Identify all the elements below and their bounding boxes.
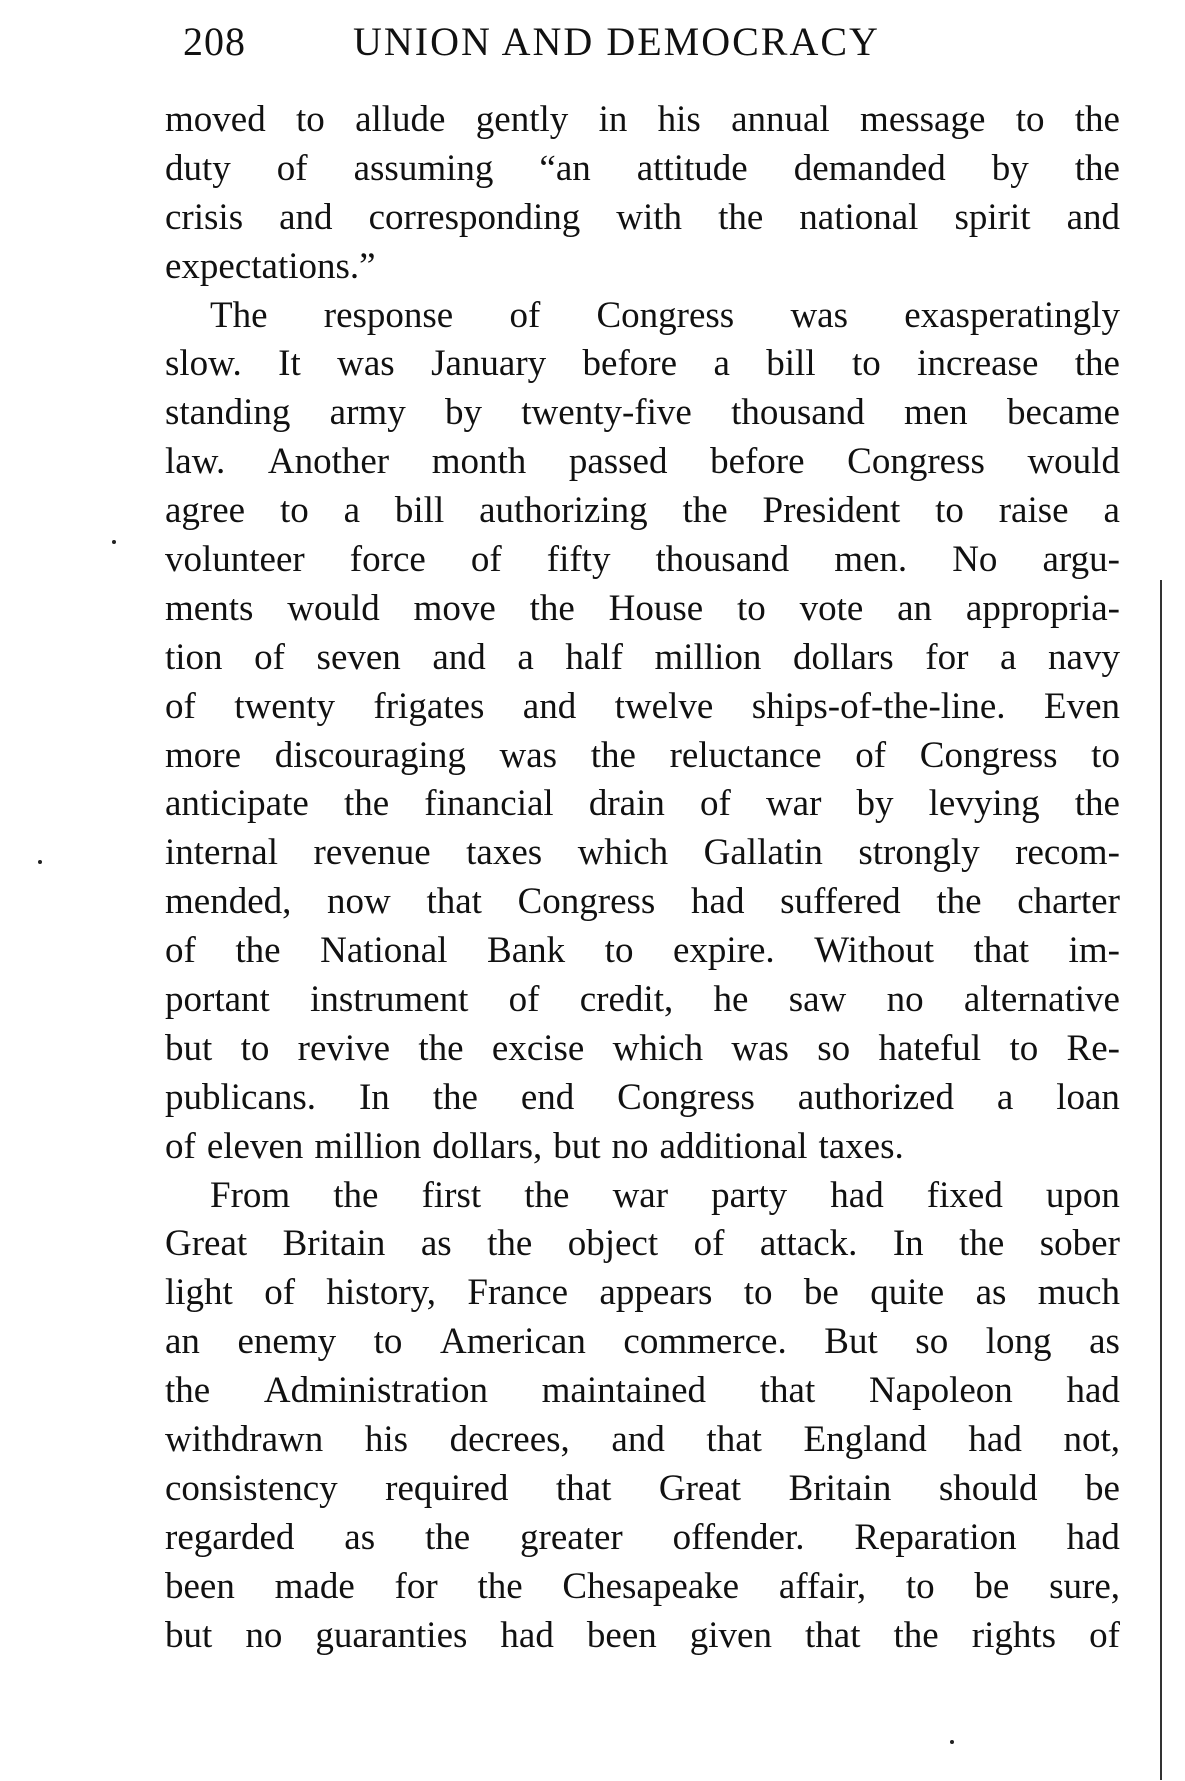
text-line: anticipate the financial drain of war by levying the [165, 783, 1120, 825]
text-line: crisis and corresponding with the national spirit and [165, 196, 1120, 238]
text-line: moved to allude gently in his annual message to the [165, 99, 1120, 140]
ink-speck [950, 1740, 954, 1744]
text-line: of the National Bank to expire. Without that im- [165, 930, 1120, 972]
text-line: light of history, France appears to be quite as much [165, 1272, 1120, 1314]
text-line: publicans. In the end Congress authorized a loan [165, 1076, 1120, 1118]
body-text [165, 96, 1120, 1661]
page-edge-rule [1160, 580, 1162, 1780]
text-line: more discouraging was the reluctance of Congress to [165, 734, 1120, 776]
text-line: regarded as the greater offender. Reparation had [165, 1516, 1120, 1558]
text-line: of eleven million dollars, but no additional taxes. [165, 1125, 904, 1167]
page-number: 208 [183, 19, 246, 64]
page-header [183, 18, 1003, 78]
running-head: UNION AND DEMOCRACY [353, 19, 880, 64]
text-line: agree to a bill authorizing the President to raise a [165, 490, 1120, 532]
text-line: slow. It was January before a bill to increase the [165, 343, 1120, 385]
text-line: internal revenue taxes which Gallatin strongly recom- [165, 832, 1120, 874]
text-line: duty of assuming “an attitude demanded by the [165, 147, 1120, 189]
ink-speck [112, 540, 116, 544]
text-line: consistency required that Great Britain should be [165, 1467, 1120, 1509]
text-line: of twenty frigates and twelve ships-of-the-line. Even [165, 685, 1120, 727]
text-line: The response of Congress was exasperatingly [210, 294, 1120, 336]
text-line: tion of seven and a half million dollars for a navy [165, 636, 1120, 678]
text-line: been made for the Chesapeake affair, to be sure, [165, 1565, 1120, 1607]
text-line: an enemy to American commerce. But so long as [165, 1321, 1120, 1363]
text-line: but no guaranties had been given that the rights of [165, 1614, 1120, 1656]
text-line: portant instrument of credit, he saw no alternative [165, 979, 1120, 1021]
text-line: ments would move the House to vote an appropria- [165, 587, 1120, 629]
text-line: the Administration maintained that Napoleon had [165, 1370, 1120, 1412]
ink-speck [38, 860, 42, 864]
text-line: Great Britain as the object of attack. In the sober [165, 1223, 1120, 1265]
text-line: withdrawn his decrees, and that England had not, [165, 1419, 1120, 1461]
text-line: standing army by twenty-five thousand men became [165, 392, 1120, 434]
text-line: From the first the war party had fixed upon [210, 1174, 1120, 1216]
text-line: but to revive the excise which was so hateful to Re- [165, 1027, 1120, 1069]
text-line: volunteer force of fifty thousand men. No argu- [165, 539, 1120, 581]
text-line: law. Another month passed before Congress would [165, 441, 1120, 483]
text-line: expectations.” [165, 245, 376, 287]
text-line: mended, now that Congress had suffered the charter [165, 881, 1120, 923]
